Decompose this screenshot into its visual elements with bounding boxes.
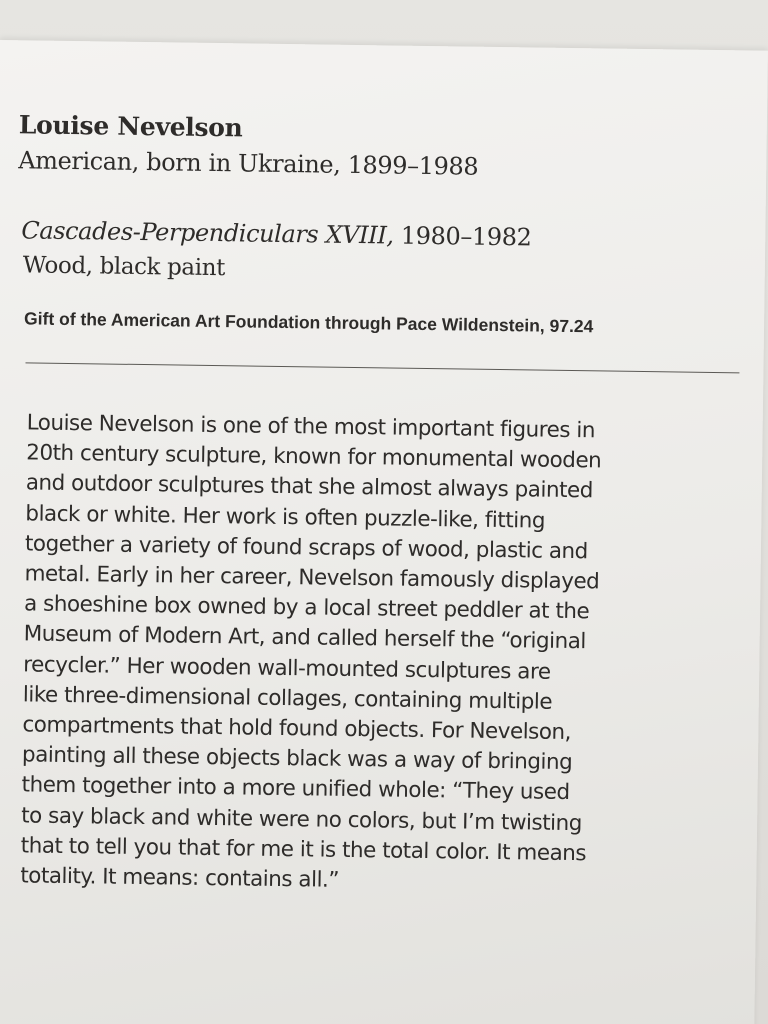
artwork-title-line	[21, 216, 531, 251]
artist-name: Louise Nevelson	[18, 110, 243, 143]
description-line: compartments that hold found objects. For Nevelson,	[22, 712, 572, 746]
description-line: recycler.” Her wooden wall-mounted sculptures are	[23, 652, 551, 685]
artist-nationality-dates: American, born in Ukraine, 1899–1988	[18, 146, 479, 181]
description-line: together a variety of found scraps of wood, plastic and	[24, 531, 588, 565]
description-line: black or white. Her work is often puzzle-like, fitting	[25, 501, 546, 534]
description-line: that to tell you that for me it is the total color. It means	[20, 833, 587, 867]
artwork-medium: Wood, black paint	[22, 252, 226, 282]
museum-wall-label	[0, 40, 768, 1024]
description-line: like three-dimensional collages, containing multiple	[22, 682, 553, 715]
description-line: them together into a more unified whole: “They used	[21, 772, 570, 806]
divider-rule	[25, 362, 739, 373]
artwork-title: Cascades-Perpendiculars XVIII,	[21, 216, 394, 250]
artwork-dates: 1980–1982	[393, 221, 532, 252]
description-line: painting all these objects black was a way of bringing	[21, 742, 573, 776]
description-line: metal. Early in her career, Nevelson famously displayed	[24, 561, 600, 595]
description-line: and outdoor sculptures that she almost always painted	[25, 470, 594, 504]
credit-line: Gift of the American Art Foundation through Pace Wildenstein, 97.24	[23, 308, 594, 337]
description-line: Museum of Modern Art, and called herself the “original	[23, 621, 587, 655]
description-line: a shoeshine box owned by a local street peddler at the	[23, 591, 590, 625]
description-line: Louise Nevelson is one of the most important figures in	[26, 410, 596, 444]
description-paragraph	[20, 408, 739, 901]
description-line: to say black and white were no colors, but I’m twisting	[20, 803, 583, 836]
description-line: totality. It means: contains all.”	[20, 863, 340, 893]
description-line: 20th century sculpture, known for monumental wooden	[26, 440, 602, 474]
